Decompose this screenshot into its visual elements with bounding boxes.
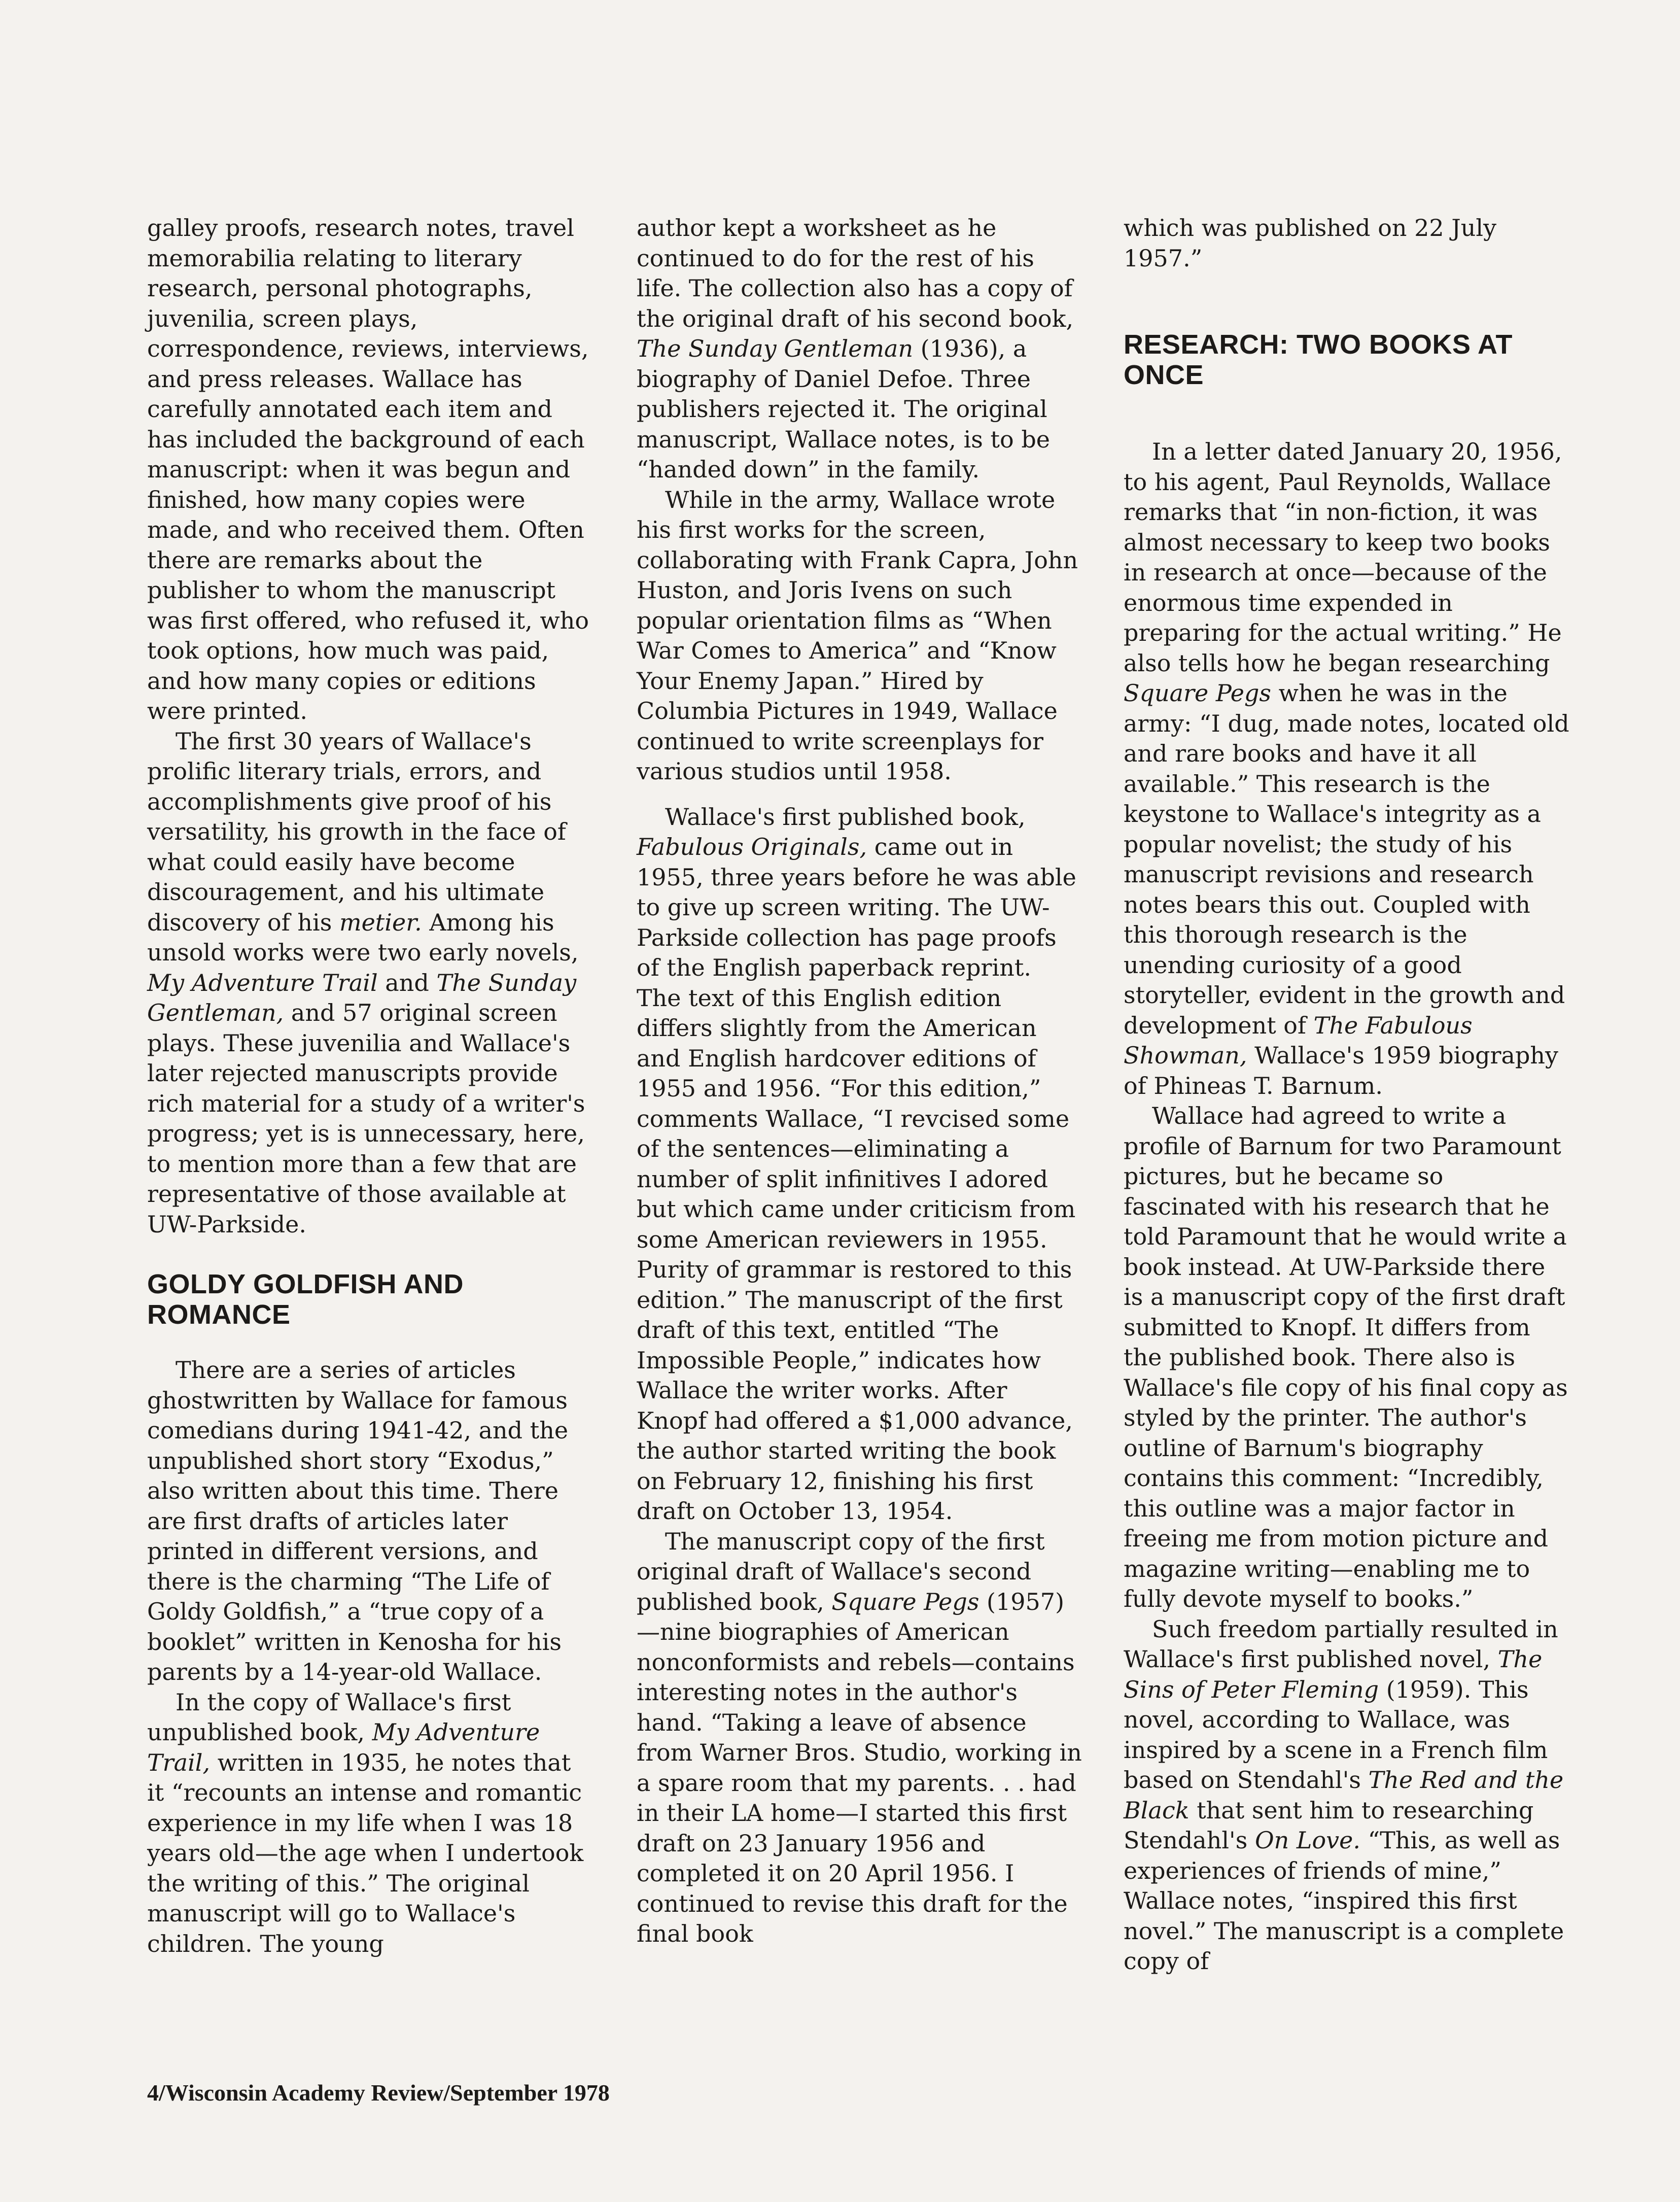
section-heading: RESEARCH: TWO BOOKS AT ONCE bbox=[1124, 329, 1513, 390]
book-title: The Sunday Gentleman, bbox=[147, 969, 577, 1026]
column-1 bbox=[147, 213, 593, 1959]
text-run: and bbox=[377, 969, 437, 996]
paragraph: galley proofs, research notes, travel memorabilia relating to literary research, personal photographs, juvenilia, screen plays, correspondence, reviews, interviews, and press releases. Wallace has carefully annotated each item and has included the background of each manuscript: when it was begun and finished, how many copies were made, and who received them. Often there are remarks about the publisher to whom the manuscript was first offered, who refused it, who took options, how much was paid, and how many copies or editions were printed. bbox=[147, 214, 589, 725]
page-footer: 4/Wisconsin Academy Review/September 1978 bbox=[147, 2080, 610, 2106]
text-run: (1936), a biography of Daniel Defoe. Three publishers rejected it. The original manuscript, Wallace notes, is to be “handed down” in the family. bbox=[637, 335, 1050, 483]
book-title: On Love. bbox=[1254, 1827, 1360, 1854]
text-run: Wallace's first published book, bbox=[665, 803, 1026, 831]
text-run: that sent him to researching Stendahl's bbox=[1124, 1796, 1534, 1854]
paragraph bbox=[637, 213, 1083, 485]
book-title: The Fabulous Showman, bbox=[1124, 1011, 1473, 1069]
text-run: The manuscript copy of the first original draft of Wallace's second published book, bbox=[637, 1527, 1045, 1615]
paragraph: There are a series of articles ghostwritten by Wallace for famous comedians during 1941-42, and the unpublished short story “Exodus,” also written about this time. There are first drafts of articles later printed in different versions, and there is the charming “The Life of Goldy Goldfish,” a “true copy of a booklet” written in Kenosha for his parents by a 14-year-old Wallace. bbox=[147, 1356, 569, 1685]
text-run: “This, as well as experiences of friends of mine,” Wallace notes, “inspired this first novel.” The manuscript is a complete copy of bbox=[1124, 1827, 1564, 1975]
book-title: Square Pegs bbox=[1124, 679, 1272, 707]
text-run: Wallace's 1959 biography of Phineas T. Barnum. bbox=[1124, 1042, 1558, 1099]
text-run: (1957)—nine biographies of American nonconformists and rebels—contains interesting notes in the author's hand. “Taking a leave of absence from Warner Bros. Studio, working in a spare room that my parents. . . had in their LA home—I started this first draft on 23 January 1956 and completed it on 20 April 1956. I continued to revise this draft for the final book bbox=[637, 1588, 1082, 1947]
text-run: In a letter dated January 20, 1956, to his agent, Paul Reynolds, Wallace remarks that “in non-fiction, it was almost necessary to keep two books in research at once—because of the enormous time expended in preparing for the actual writing.” He also tells how he began researching bbox=[1124, 438, 1562, 677]
paragraph: which was published on 22 July 1957.” bbox=[1124, 214, 1497, 272]
paragraph bbox=[637, 1527, 1083, 1949]
paragraph: Wallace had agreed to write a profile of Barnum for two Paramount pictures, but he became so fascinated with his research that he told Paramount that he would write a book instead. At UW-Parkside there is a manuscript copy of the first draft submitted to Knopf. It differs from the published book. There also is Wallace's file copy of his final copy as styled by the printer. The author's outline of Barnum's biography contains this comment: “Incredibly, this outline was a major factor in freeing me from motion picture and magazine writing—enabling me to fully devote myself to books.” bbox=[1124, 1102, 1568, 1612]
paragraph bbox=[147, 727, 593, 1240]
book-title: My Adventure Trail, bbox=[147, 1718, 540, 1776]
column-3 bbox=[1124, 213, 1570, 1977]
text-run: author kept a worksheet as he continued to do for the rest of his life. The collection also has a copy of the original draft of his second book, bbox=[637, 214, 1074, 332]
text-run: when he was in the army: “I dug, made notes, located old and rare books and have it all available.” This research is the keystone to Wallace's integrity as a popular novelist; the study of his manuscript revisions and research notes bears this out. Coupled with this thorough research is the unending curiosity of a good storyteller, evident in the growth and development of bbox=[1124, 679, 1569, 1039]
paragraph: While in the army, Wallace wrote his first works for the screen, collaborating with Frank Capra, John Huston, and Joris Ivens on such popular orientation films as “When War Comes to America” and “Know Your Enemy Japan.” Hired by Columbia Pictures in 1949, Wallace continued to write screenplays for various studios until 1958. bbox=[637, 486, 1078, 785]
column-2 bbox=[637, 213, 1083, 1949]
book-title: The Sunday Gentleman bbox=[637, 335, 914, 362]
text-run: (1959). This novel, according to Wallace, was inspired by a scene in a French film based on Stendahl's bbox=[1124, 1675, 1548, 1794]
text-run: came out in 1955, three years before he was able to give up screen writing. The UW-Parkside collection has page proofs of the English paperback reprint. The text of this English edition differs slightly from the American and English hardcover editions of 1955 and 1956. “For this edition,” comments Wallace, “I revcised some of the sentences—eliminating a number of split infinitives I adored but which came under criticism from some American reviewers in 1955. Purity of grammar is restored to this edition.” The manuscript of the first draft of this text, entitled “The Impossible People,” indicates how Wallace the writer works. After Knopf had offered a $1,000 advance, the author started writing the book on February 12, finishing his first draft on October 13, 1954. bbox=[637, 833, 1076, 1525]
book-title: Square Pegs bbox=[831, 1588, 979, 1615]
italic-text: metier. bbox=[339, 908, 422, 936]
section-heading: GOLDY GOLDFISH AND ROMANCE bbox=[147, 1269, 464, 1330]
paragraph bbox=[147, 1688, 593, 1959]
book-title: Fabulous Originals, bbox=[637, 833, 867, 861]
book-title: My Adventure Trail bbox=[147, 969, 378, 996]
paragraph bbox=[1124, 437, 1570, 1101]
text-run: written in 1935, he notes that it “recounts an intense and romantic experience in my life when I was 18 years old—the age when I undertook the writing of this.” The original manuscript will go to Wallace's children. The young bbox=[147, 1748, 584, 1957]
paragraph bbox=[637, 802, 1083, 1527]
text-run: The first 30 years of Wallace's prolific literary trials, errors, and accomplishments give proof of his versatility, his growth in the face of what could easily have become discouragement, and his ultimate discovery of his bbox=[147, 727, 566, 936]
text-run: Among his unsold works were two early novels, bbox=[147, 908, 579, 966]
text-run: In the copy of Wallace's first unpublished book, bbox=[147, 1688, 511, 1746]
paragraph bbox=[1124, 1614, 1570, 1977]
book-title: The Red and the Black bbox=[1124, 1766, 1564, 1824]
text-run: Such freedom partially resulted in Wallace's first published novel, bbox=[1124, 1615, 1558, 1673]
book-title: The Sins of Peter Fleming bbox=[1124, 1645, 1543, 1703]
text-run: and 57 original screen plays. These juvenilia and Wallace's later rejected manuscripts provide rich material for a study of a writer's progress; yet is is unnecessary, here, to mention more than a few that are representative of those available at UW-Parkside. bbox=[147, 999, 585, 1238]
